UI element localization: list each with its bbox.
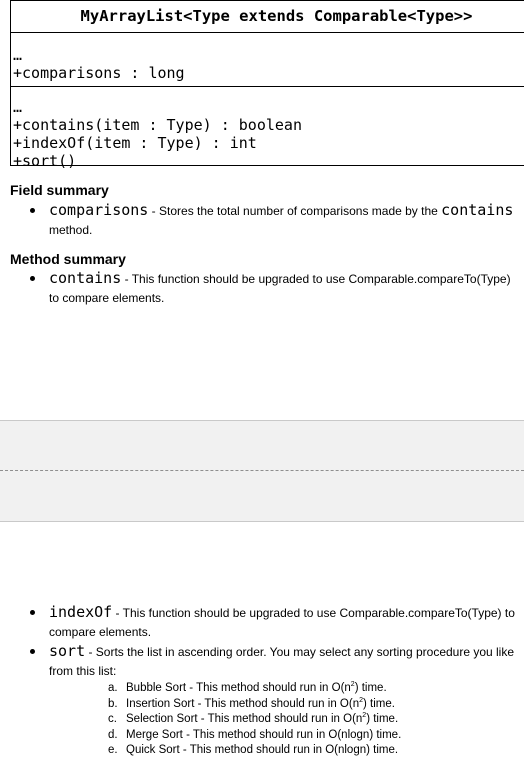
option-text-end: ) time.: [354, 682, 387, 694]
option-marker: e.: [108, 744, 118, 756]
term-sort: sort: [49, 642, 86, 660]
uml-field-ellipsis: …: [13, 46, 23, 64]
list-item: [0, 269, 524, 308]
uml-methods-section: [11, 87, 524, 170]
option-marker: c.: [108, 713, 117, 725]
option-text: Merge Sort - This method should run in O(nlogn) time.: [126, 728, 402, 741]
option-exponent: 2: [359, 696, 364, 704]
field-summary-list: [0, 201, 524, 240]
term-indexof: indexOf: [49, 603, 113, 621]
term-contains: contains: [441, 201, 514, 219]
option-marker: a.: [108, 682, 118, 694]
sort-option: [49, 728, 520, 744]
sort-option: [49, 681, 520, 697]
method-summary-list-continued: [0, 603, 524, 759]
option-exponent: 2: [362, 712, 367, 720]
list-item: [0, 201, 524, 240]
uml-method-contains: +contains(item : Type) : boolean: [13, 116, 302, 134]
item-description: - Stores the total number of comparisons made by the: [148, 204, 442, 218]
term-contains: contains: [49, 269, 122, 287]
uml-class-title: MyArrayList<Type extends Comparable<Type>>: [11, 1, 524, 33]
sort-option: [49, 743, 520, 759]
term-comparisons: comparisons: [49, 201, 149, 219]
method-summary-list: [0, 269, 524, 308]
uml-fields-section: [11, 33, 524, 87]
option-exponent: 2: [350, 681, 355, 689]
item-description: - This function should be upgraded to use Comparable.compareTo(Type) to compare elements.: [49, 272, 511, 305]
uml-field-comparisons: +comparisons : long: [13, 64, 185, 82]
sort-option: [49, 712, 520, 728]
list-item: [0, 642, 524, 759]
field-summary-heading: Field summary: [10, 182, 109, 198]
uml-method-ellipsis: …: [13, 98, 23, 116]
option-marker: b.: [108, 697, 118, 710]
option-text: Insertion Sort - This method should run in O(n: [126, 697, 360, 710]
page-break: [0, 420, 524, 522]
sort-option: [49, 697, 520, 713]
option-marker: d.: [108, 728, 118, 741]
option-text-end: ) time.: [363, 697, 395, 710]
option-text-end: ) time.: [366, 713, 399, 725]
list-item: [0, 603, 524, 642]
sort-options-list: [49, 681, 520, 759]
item-description: - Sorts the list in ascending order. You may select any sorting procedure you like from this list:: [49, 645, 515, 678]
uml-method-indexof: +indexOf(item : Type) : int: [13, 134, 257, 152]
option-text: Bubble Sort - This method should run in O(n: [126, 682, 351, 694]
page-break-divider: [0, 470, 524, 471]
item-description: - This function should be upgraded to use Comparable.compareTo(Type) to compare elements.: [49, 606, 515, 639]
option-text: Selection Sort - This method should run in O(n: [126, 713, 363, 725]
option-text: Quick Sort - This method should run in O(nlogn) time.: [126, 744, 399, 756]
method-summary-heading: Method summary: [10, 251, 126, 267]
uml-method-sort: +sort(): [13, 152, 77, 170]
item-description-end: method.: [49, 223, 93, 237]
uml-class-diagram: [10, 0, 524, 170]
